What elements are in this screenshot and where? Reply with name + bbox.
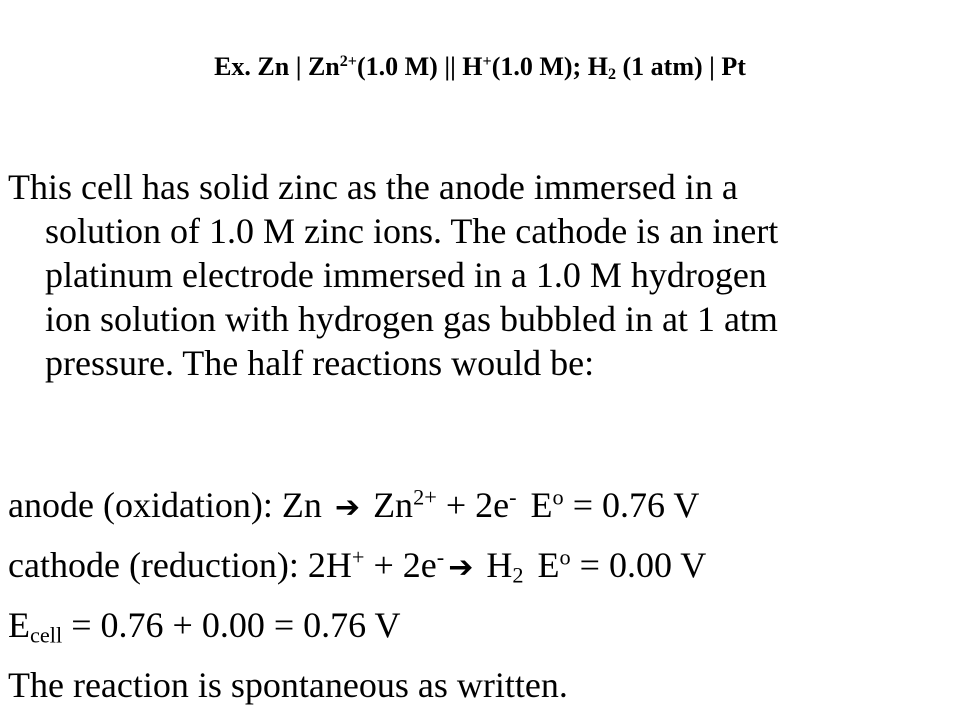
paragraph-line: This cell has solid zinc as the anode immersed in a	[8, 167, 738, 207]
electron-charge: -	[436, 544, 445, 570]
cell-notation-title	[0, 52, 960, 82]
anode-electrons: + 2e	[436, 485, 510, 525]
potential-symbol: E	[537, 545, 560, 585]
cell-potential-value: = 0.76 + 0.00 = 0.76 V	[62, 605, 401, 645]
description-paragraph	[8, 165, 948, 385]
zinc-charge: 2+	[339, 53, 357, 71]
paragraph-line: pressure. The half reactions would be:	[45, 343, 595, 383]
conclusion-text: The reaction is spontaneous as written.	[8, 665, 568, 705]
reaction-arrow-icon: ➔	[334, 490, 361, 525]
standard-superscript: o	[559, 544, 571, 570]
h2-subscript: 2	[512, 562, 524, 588]
paragraph-line: solution of 1.0 M zinc ions. The cathode is an inert	[45, 211, 779, 251]
standard-superscript: o	[552, 484, 564, 510]
anode-potential-value: = 0.76 V	[563, 485, 700, 525]
anode-half-reaction	[8, 484, 699, 526]
hydrogen-charge: +	[351, 544, 365, 570]
cathode-electrons: + 2e	[364, 545, 437, 585]
cathode-potential-value: = 0.00 V	[570, 545, 707, 585]
title-part: (1.0 M) || H	[356, 52, 483, 81]
h2-subscript: 2	[607, 66, 617, 84]
potential-symbol: E	[8, 605, 30, 645]
title-part: (1 atm) | Pt	[616, 52, 746, 81]
title-part: (1.0 M); H	[491, 52, 608, 81]
paragraph-line: platinum electrode immersed in a 1.0 M hydrogen	[45, 255, 767, 295]
cell-potential-equation	[8, 604, 400, 646]
paragraph-line: ion solution with hydrogen gas bubbled in at 1 atm	[45, 299, 778, 339]
anode-product-charge: 2+	[413, 484, 437, 510]
potential-symbol: E	[530, 485, 553, 525]
hydrogen-charge: +	[482, 53, 492, 71]
title-part: Ex. Zn | Zn	[214, 52, 340, 81]
cell-subscript: cell	[30, 622, 63, 648]
cathode-product: H	[477, 545, 513, 585]
anode-product: Zn	[364, 485, 414, 525]
cathode-label: cathode (reduction): 2H	[8, 545, 352, 585]
electron-charge: -	[509, 484, 517, 510]
reaction-arrow-icon: ➔	[448, 550, 474, 585]
cathode-half-reaction	[8, 544, 706, 586]
anode-label: anode (oxidation): Zn	[8, 485, 331, 525]
